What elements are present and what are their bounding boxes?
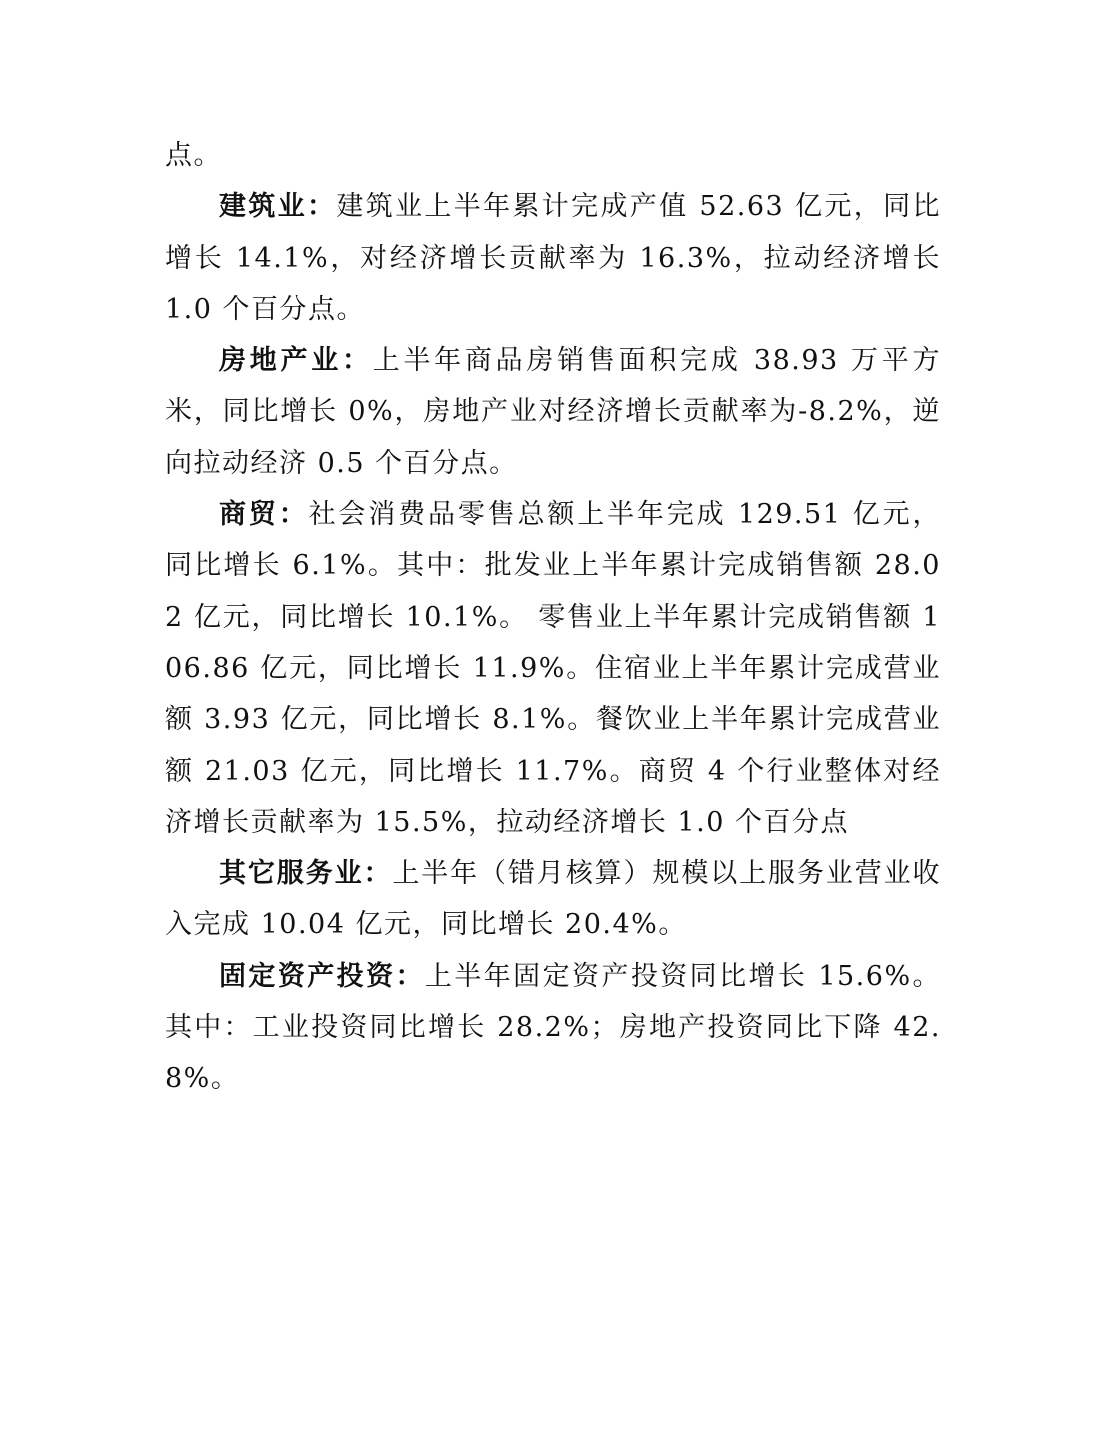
paragraph-text: 点。 (165, 140, 222, 171)
paragraph-text: 社会消费品零售总额上半年完成 129.51 亿元，同比增长 6.1%。其中：批发业上半年累计完成销售额 28.02 亿元，同比增长 10.1%。 零售业上半年累计完成销售额 106.86 亿元，同比增长 11.9%。住宿业上半年累计完成营业额 3.93 亿元，同比增长 8.1%。餐饮业上半年累计完成营业额 21.03 亿元，同比增长 11.7%。商贸 4 个行业整体对经济增长贡献率为 15.5%，拉动经济增长 1.0 个百分点 (165, 499, 942, 838)
paragraph-text: 上半年固定资产投资同比增长 15.6%。其中：工业投资同比增长 28.2%；房地产投资同比下降 42.8%。 (165, 960, 942, 1095)
paragraph-heading: 商贸： (219, 499, 309, 531)
document-body (165, 130, 941, 1105)
paragraph-text: 上半年（错月核算）规模以上服务业营业收入完成 10.04 亿元，同比增长 20.4%。 (165, 858, 941, 941)
paragraph-heading: 建筑业： (219, 191, 337, 223)
paragraph-continuation (165, 130, 941, 181)
paragraph-fixed-assets (165, 951, 941, 1105)
paragraph-real-estate (165, 335, 941, 489)
paragraph-commerce (165, 489, 941, 848)
paragraph-text: 建筑业上半年累计完成产值 52.63 亿元，同比增长 14.1%，对经济增长贡献率为 16.3%，拉动经济增长 1.0 个百分点。 (165, 191, 941, 325)
paragraph-text: 上半年商品房销售面积完成 38.93 万平方米，同比增长 0%，房地产业对经济增长贡献率为-8.2%，逆向拉动经济 0.5 个百分点。 (165, 345, 941, 479)
paragraph-heading: 其它服务业： (219, 858, 393, 890)
paragraph-heading: 固定资产投资： (219, 960, 425, 992)
paragraph-other-services (165, 848, 941, 951)
paragraph-construction (165, 181, 941, 335)
paragraph-heading: 房地产业： (219, 345, 373, 377)
